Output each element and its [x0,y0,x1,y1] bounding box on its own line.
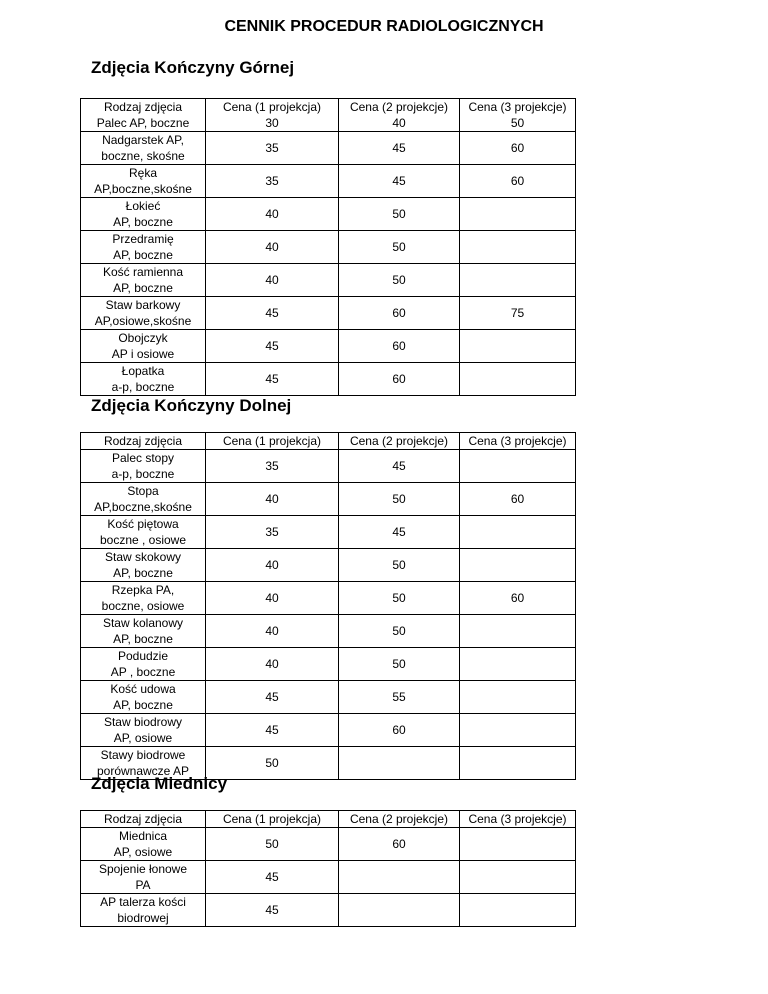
price-2: 60 [339,828,460,861]
procedure-name: Spojenie łonowe PA [81,861,206,894]
procedure-name: Miednica AP, osiowe [81,828,206,861]
price-1: 35 [206,450,339,483]
header-price-2: Cena (2 projekcje) [339,811,460,828]
price-3 [460,363,576,396]
price-2: 45 [339,165,460,198]
price-1: 45 [206,861,339,894]
table-row [81,198,576,231]
table-row [81,648,576,681]
header-type: Rodzaj zdjęcia [81,433,206,450]
header-price-2: Cena (2 projekcje) 40 [339,99,460,132]
price-2: 50 [339,198,460,231]
price-2: 50 [339,648,460,681]
procedure-name: Staw kolanowy AP, boczne [81,615,206,648]
price-1: 40 [206,615,339,648]
table-row [81,582,576,615]
price-2: 50 [339,264,460,297]
table-header-row [81,99,576,132]
procedure-name: Palec stopy a-p, boczne [81,450,206,483]
header-price-2: Cena (2 projekcje) [339,433,460,450]
section-heading-lower-limb: Zdjęcia Kończyny Dolnej [91,396,292,415]
price-1: 45 [206,714,339,747]
price-3 [460,615,576,648]
table-row [81,483,576,516]
price-table-upper-limb [80,98,576,396]
page-title: CENNIK PROCEDUR RADIOLOGICZNYCH [224,18,544,35]
price-2: 60 [339,330,460,363]
price-3 [460,198,576,231]
price-3 [460,330,576,363]
procedure-name: Kość piętowa boczne , osiowe [81,516,206,549]
price-1: 40 [206,264,339,297]
table-row [81,450,576,483]
price-3 [460,828,576,861]
price-3 [460,861,576,894]
procedure-name: Kość ramienna AP, boczne [81,264,206,297]
header-type: Rodzaj zdjęcia [81,811,206,828]
price-3 [460,747,576,780]
table-row [81,894,576,927]
table-row [81,861,576,894]
price-1: 40 [206,231,339,264]
table-header-row [81,811,576,828]
price-2: 60 [339,363,460,396]
price-3: 60 [460,132,576,165]
price-3: 60 [460,582,576,615]
procedure-name: Stopa AP,boczne,skośne [81,483,206,516]
price-2: 45 [339,516,460,549]
price-2: 50 [339,549,460,582]
price-2: 60 [339,714,460,747]
procedure-name: Obojczyk AP i osiowe [81,330,206,363]
table-row [81,714,576,747]
procedure-name: Podudzie AP , boczne [81,648,206,681]
table-row [81,516,576,549]
header-price-3: Cena (3 projekcje) [460,433,576,450]
price-2: 55 [339,681,460,714]
procedure-name: Łokieć AP, boczne [81,198,206,231]
header-price-1: Cena (1 projekcja) [206,433,339,450]
header-price-1: Cena (1 projekcja) [206,811,339,828]
table-row [81,681,576,714]
price-1: 50 [206,828,339,861]
price-3 [460,894,576,927]
price-2: 50 [339,582,460,615]
table-row [81,549,576,582]
price-1: 50 [206,747,339,780]
price-1: 40 [206,582,339,615]
procedure-name: Rzepka PA, boczne, osiowe [81,582,206,615]
price-3 [460,516,576,549]
price-3 [460,648,576,681]
table-row [81,132,576,165]
price-1: 35 [206,165,339,198]
procedure-name: Staw barkowy AP,osiowe,skośne [81,297,206,330]
table-header-row [81,433,576,450]
header-price-3: Cena (3 projekcje) 50 [460,99,576,132]
procedure-name: Nadgarstek AP, boczne, skośne [81,132,206,165]
price-1: 40 [206,198,339,231]
price-2: 45 [339,132,460,165]
table-row [81,231,576,264]
price-3 [460,714,576,747]
price-3 [460,231,576,264]
procedure-name: Ręka AP,boczne,skośne [81,165,206,198]
price-2 [339,894,460,927]
header-type: Rodzaj zdjęcia Palec AP, boczne [81,99,206,132]
price-2: 50 [339,231,460,264]
price-table-pelvis [80,810,576,927]
price-1: 45 [206,330,339,363]
price-1: 45 [206,894,339,927]
price-3: 60 [460,483,576,516]
procedure-name: Stawy biodrowe porównawcze AP [81,747,206,780]
price-3: 60 [460,165,576,198]
price-1: 40 [206,648,339,681]
header-price-3: Cena (3 projekcje) [460,811,576,828]
table-row [81,330,576,363]
table-row [81,297,576,330]
price-1: 40 [206,549,339,582]
table-row [81,828,576,861]
table-row [81,363,576,396]
procedure-name: Łopatka a-p, boczne [81,363,206,396]
price-3 [460,450,576,483]
price-1: 45 [206,297,339,330]
price-2: 50 [339,615,460,648]
price-table-lower-limb [80,432,576,780]
table-row [81,165,576,198]
price-3 [460,681,576,714]
price-1: 45 [206,363,339,396]
price-1: 35 [206,516,339,549]
procedure-name: Przedramię AP, boczne [81,231,206,264]
price-2: 50 [339,483,460,516]
price-1: 35 [206,132,339,165]
price-2 [339,747,460,780]
price-1: 45 [206,681,339,714]
price-3 [460,549,576,582]
table-row [81,615,576,648]
price-3: 75 [460,297,576,330]
header-price-1: Cena (1 projekcja) 30 [206,99,339,132]
procedure-name: Staw biodrowy AP, osiowe [81,714,206,747]
section-heading-upper-limb: Zdjęcia Kończyny Górnej [91,58,295,77]
procedure-name: Kość udowa AP, boczne [81,681,206,714]
procedure-name: Staw skokowy AP, boczne [81,549,206,582]
section-heading-pelvis: Zdjęcia Miednicy [91,774,228,793]
table-row [81,264,576,297]
procedure-name: AP talerza kości biodrowej [81,894,206,927]
price-3 [460,264,576,297]
price-2 [339,861,460,894]
price-2: 45 [339,450,460,483]
price-2: 60 [339,297,460,330]
price-1: 40 [206,483,339,516]
